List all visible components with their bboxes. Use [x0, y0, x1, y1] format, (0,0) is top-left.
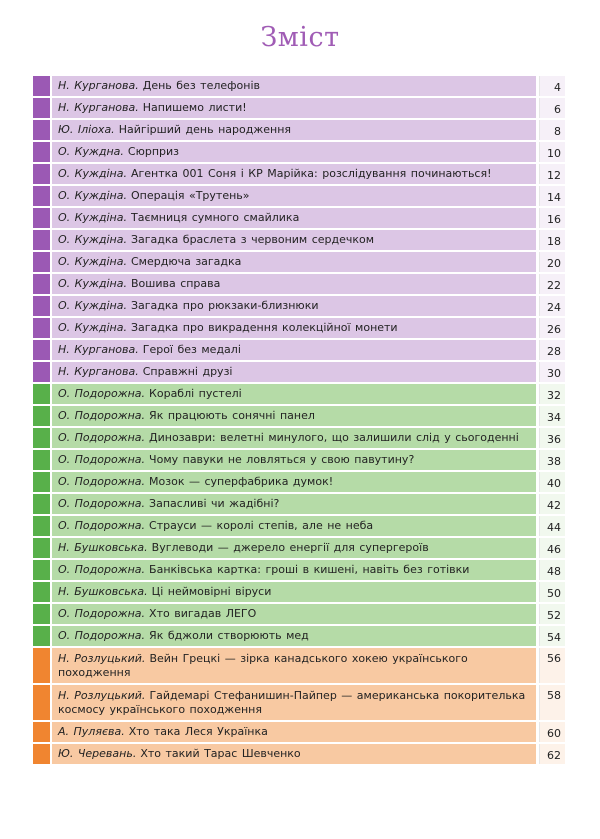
- entry-author: О. Куждна.: [58, 145, 124, 158]
- toc-entry[interactable]: [33, 120, 565, 140]
- entry-title: Герої без медалі: [142, 343, 241, 356]
- toc-entry[interactable]: [33, 76, 565, 96]
- toc-entry[interactable]: [33, 164, 565, 184]
- table-of-contents: [33, 76, 565, 766]
- entry-page-number: 46: [539, 538, 565, 558]
- entry-page-number: 28: [539, 340, 565, 360]
- entry-author: О. Куждіна.: [58, 189, 127, 202]
- entry-author: О. Подорожна.: [58, 387, 146, 400]
- toc-entry[interactable]: [33, 538, 565, 558]
- entry-text: [52, 318, 536, 338]
- entry-page-number: 40: [539, 472, 565, 492]
- entry-title: Страуси — королі степів, але не неба: [149, 519, 374, 532]
- entry-title: Операція «Трутень»: [130, 189, 250, 202]
- entry-text: [52, 560, 536, 580]
- entry-title: Вошива справа: [130, 277, 221, 290]
- entry-author: Н. Розлуцький.: [58, 688, 146, 702]
- entry-page-number: 56: [539, 648, 565, 683]
- toc-entry[interactable]: [33, 406, 565, 426]
- entry-page-number: 16: [539, 208, 565, 228]
- toc-entry[interactable]: [33, 516, 565, 536]
- entry-text: [52, 450, 536, 470]
- section-color-marker: [33, 362, 50, 382]
- section-color-marker: [33, 318, 50, 338]
- entry-text: [52, 164, 536, 184]
- section-color-marker: [33, 744, 50, 764]
- toc-entry[interactable]: [33, 722, 565, 742]
- section-color-marker: [33, 685, 50, 720]
- section-color-marker: [33, 208, 50, 228]
- section-color-marker: [33, 538, 50, 558]
- section-color-marker: [33, 450, 50, 470]
- entry-text: [52, 274, 536, 294]
- section-color-marker: [33, 582, 50, 602]
- entry-title: Напишемо листи!: [142, 101, 247, 114]
- toc-entry[interactable]: [33, 340, 565, 360]
- entry-page-number: 44: [539, 516, 565, 536]
- entry-author: О. Подорожна.: [58, 409, 146, 422]
- entry-text: [52, 296, 536, 316]
- entry-author: О. Куждіна.: [58, 233, 127, 246]
- entry-text: [52, 186, 536, 206]
- toc-entry[interactable]: [33, 296, 565, 316]
- entry-title: Як бджоли створюють мед: [149, 629, 309, 642]
- toc-entry[interactable]: [33, 744, 565, 764]
- entry-author: О. Куждіна.: [58, 211, 127, 224]
- section-color-marker: [33, 76, 50, 96]
- entry-title: Гайдемарі Стефанишин-Пайпер — американська покорителька космосу українського походження: [58, 688, 526, 716]
- entry-author: О. Подорожна.: [58, 519, 146, 532]
- section-color-marker: [33, 494, 50, 514]
- entry-page-number: 24: [539, 296, 565, 316]
- entry-page-number: 18: [539, 230, 565, 250]
- toc-entry[interactable]: [33, 428, 565, 448]
- entry-title: Агентка 001 Соня і КР Марійка: розслідування починаються!: [130, 167, 492, 180]
- entry-page-number: 50: [539, 582, 565, 602]
- toc-entry[interactable]: [33, 604, 565, 624]
- entry-title: Динозаври: велетні минулого, що залишили слід у сьогоденні: [149, 431, 519, 444]
- entry-author: О. Подорожна.: [58, 431, 146, 444]
- entry-title: Ці неймовірні віруси: [151, 585, 272, 598]
- toc-entry[interactable]: [33, 186, 565, 206]
- entry-page-number: 32: [539, 384, 565, 404]
- entry-author: О. Подорожна.: [58, 497, 146, 510]
- entry-page-number: 42: [539, 494, 565, 514]
- section-color-marker: [33, 384, 50, 404]
- entry-page-number: 48: [539, 560, 565, 580]
- toc-entry[interactable]: [33, 582, 565, 602]
- entry-page-number: 62: [539, 744, 565, 764]
- entry-page-number: 20: [539, 252, 565, 272]
- entry-page-number: 34: [539, 406, 565, 426]
- entry-author: А. Пуляєва.: [58, 725, 125, 738]
- entry-author: О. Куждіна.: [58, 321, 127, 334]
- entry-title: Чому павуки не ловляться у свою павутину?: [149, 453, 415, 466]
- entry-author: Ю. Іліоха.: [58, 123, 115, 136]
- toc-entry[interactable]: [33, 472, 565, 492]
- section-color-marker: [33, 230, 50, 250]
- toc-entry[interactable]: [33, 362, 565, 382]
- entry-author: О. Подорожна.: [58, 475, 146, 488]
- toc-entry[interactable]: [33, 494, 565, 514]
- entry-author: Н. Курганова.: [58, 79, 139, 92]
- entry-page-number: 8: [539, 120, 565, 140]
- entry-text: [52, 494, 536, 514]
- entry-author: О. Куждіна.: [58, 299, 127, 312]
- toc-entry[interactable]: [33, 98, 565, 118]
- toc-entry[interactable]: [33, 230, 565, 250]
- section-color-marker: [33, 296, 50, 316]
- section-color-marker: [33, 472, 50, 492]
- entry-text: [52, 142, 536, 162]
- entry-text: [52, 472, 536, 492]
- section-color-marker: [33, 120, 50, 140]
- entry-text: [52, 362, 536, 382]
- entry-title: День без телефонів: [142, 79, 261, 92]
- section-color-marker: [33, 626, 50, 646]
- toc-entry[interactable]: [33, 318, 565, 338]
- entry-page-number: 12: [539, 164, 565, 184]
- entry-text: [52, 120, 536, 140]
- entry-author: Н. Бушковська.: [58, 541, 148, 554]
- toc-entry[interactable]: [33, 560, 565, 580]
- entry-author: О. Подорожна.: [58, 629, 146, 642]
- entry-title: Загадка браслета з червоним сердечком: [130, 233, 375, 246]
- entry-page-number: 22: [539, 274, 565, 294]
- section-color-marker: [33, 186, 50, 206]
- entry-text: [52, 428, 536, 448]
- entry-text: [52, 340, 536, 360]
- entry-text: [52, 384, 536, 404]
- toc-entry[interactable]: [33, 274, 565, 294]
- entry-author: О. Подорожна.: [58, 563, 146, 576]
- entry-text: [52, 685, 536, 720]
- entry-title: Мозок — суперфабрика думок!: [149, 475, 334, 488]
- entry-author: Н. Курганова.: [58, 101, 139, 114]
- entry-author: Н. Курганова.: [58, 365, 139, 378]
- entry-author: Н. Курганова.: [58, 343, 139, 356]
- entry-author: О. Подорожна.: [58, 607, 146, 620]
- entry-page-number: 58: [539, 685, 565, 720]
- page-title: Зміст: [260, 22, 340, 53]
- entry-page-number: 60: [539, 722, 565, 742]
- entry-author: О. Куждіна.: [58, 167, 127, 180]
- entry-title: Хто такий Тарас Шевченко: [140, 747, 301, 760]
- section-color-marker: [33, 560, 50, 580]
- section-color-marker: [33, 142, 50, 162]
- entry-title: Загадка про викрадення колекційної монети: [130, 321, 398, 334]
- entry-text: [52, 98, 536, 118]
- entry-title: Як працюють сонячні панел: [149, 409, 315, 422]
- section-color-marker: [33, 722, 50, 742]
- entry-title: Справжні друзі: [142, 365, 233, 378]
- section-color-marker: [33, 274, 50, 294]
- entry-text: [52, 516, 536, 536]
- entry-author: Н. Бушковська.: [58, 585, 148, 598]
- entry-page-number: 6: [539, 98, 565, 118]
- toc-entry[interactable]: [33, 384, 565, 404]
- toc-entry[interactable]: [33, 208, 565, 228]
- entry-title: Таємниця сумного смайлика: [130, 211, 300, 224]
- entry-page-number: 14: [539, 186, 565, 206]
- section-color-marker: [33, 516, 50, 536]
- section-color-marker: [33, 648, 50, 683]
- entry-title: Загадка про рюкзаки-близнюки: [130, 299, 319, 312]
- entry-page-number: 38: [539, 450, 565, 470]
- entry-text: [52, 208, 536, 228]
- entry-text: [52, 252, 536, 272]
- toc-entry[interactable]: [33, 626, 565, 646]
- entry-text: [52, 230, 536, 250]
- entry-page-number: 30: [539, 362, 565, 382]
- section-color-marker: [33, 164, 50, 184]
- section-color-marker: [33, 340, 50, 360]
- entry-text: [52, 722, 536, 742]
- entry-title: Вуглеводи — джерело енергії для супергероїв: [151, 541, 429, 554]
- entry-page-number: 26: [539, 318, 565, 338]
- entry-author: Ю. Черевань.: [58, 747, 137, 760]
- toc-entry[interactable]: [33, 648, 565, 683]
- entry-title: Вейн Грецкі — зірка канадського хокею українського походження: [58, 651, 468, 679]
- toc-entry[interactable]: [33, 142, 565, 162]
- toc-entry[interactable]: [33, 450, 565, 470]
- entry-title: Хто вигадав ЛЕГО: [149, 607, 257, 620]
- entry-page-number: 10: [539, 142, 565, 162]
- entry-text: [52, 76, 536, 96]
- entry-author: Н. Розлуцький.: [58, 651, 146, 665]
- entry-text: [52, 538, 536, 558]
- entry-page-number: 4: [539, 76, 565, 96]
- entry-text: [52, 626, 536, 646]
- section-color-marker: [33, 428, 50, 448]
- section-color-marker: [33, 604, 50, 624]
- entry-title: Найгірший день народження: [118, 123, 291, 136]
- entry-title: Хто така Леся Українка: [128, 725, 268, 738]
- section-color-marker: [33, 252, 50, 272]
- toc-entry[interactable]: [33, 685, 565, 720]
- entry-author: О. Куждіна.: [58, 255, 127, 268]
- entry-author: О. Подорожна.: [58, 453, 146, 466]
- entry-title: Сюрприз: [127, 145, 180, 158]
- entry-title: Смердюча загадка: [130, 255, 242, 268]
- entry-page-number: 52: [539, 604, 565, 624]
- entry-author: О. Куждіна.: [58, 277, 127, 290]
- toc-entry[interactable]: [33, 252, 565, 272]
- entry-text: [52, 648, 536, 683]
- entry-title: Запасливі чи жадібні?: [149, 497, 280, 510]
- section-color-marker: [33, 406, 50, 426]
- entry-page-number: 54: [539, 626, 565, 646]
- section-color-marker: [33, 98, 50, 118]
- entry-text: [52, 582, 536, 602]
- entry-title: Банківська картка: гроші в кишені, навіть без готівки: [149, 563, 470, 576]
- entry-title: Кораблі пустелі: [149, 387, 242, 400]
- entry-text: [52, 604, 536, 624]
- entry-page-number: 36: [539, 428, 565, 448]
- entry-text: [52, 744, 536, 764]
- entry-text: [52, 406, 536, 426]
